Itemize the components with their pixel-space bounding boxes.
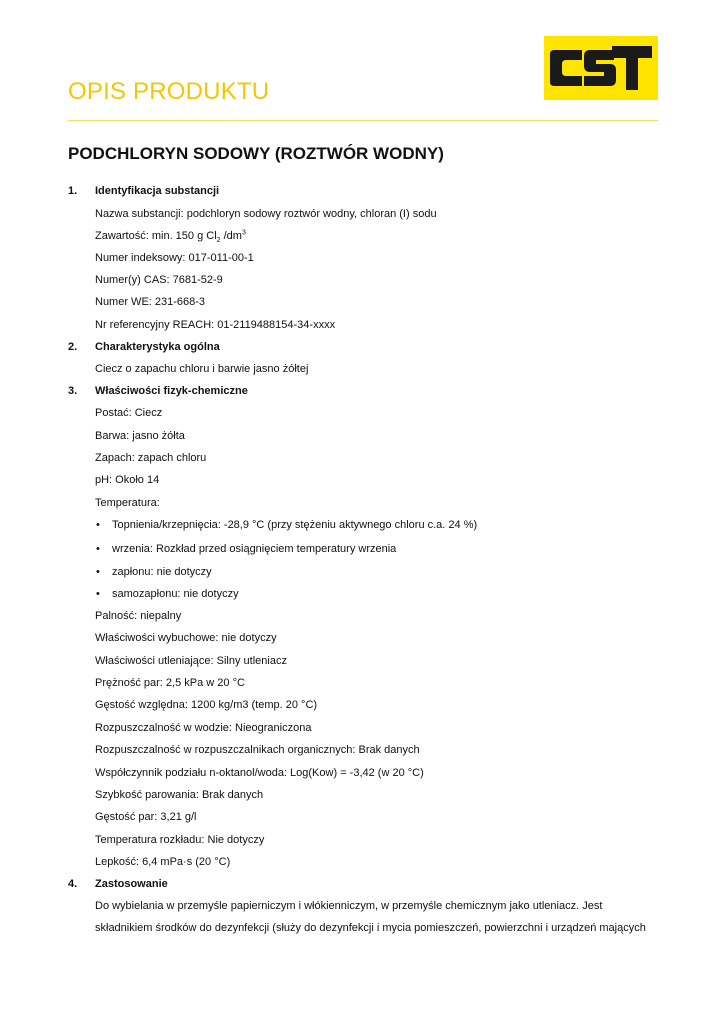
bullet-icon: •	[96, 543, 100, 555]
property-line: Gęstość par: 3,21 g/l	[95, 811, 197, 823]
property-line: Palność: niepalny	[95, 610, 182, 622]
cas-number: Numer(y) CAS: 7681-52-9	[95, 274, 223, 286]
bullet-icon: •	[96, 519, 100, 531]
ec-number: Numer WE: 231-668-3	[95, 296, 206, 308]
index-number: Numer indeksowy: 017-011-00-1	[95, 252, 254, 264]
reach-number: Nr referencyjny REACH: 01-2119488154-34-xxxx	[95, 319, 336, 331]
cst-logo	[544, 36, 658, 100]
property-line: Lepkość: 6,4 mPa·s (20 °C)	[95, 856, 231, 868]
content-line: Zawartość: min. 150 g $Cl_2$ $/dm^3$	[95, 229, 246, 245]
bullet-item: zapłonu: nie dotyczy	[112, 566, 212, 578]
substance-name: Nazwa substancji: podchloryn sodowy roztwór wodny, chloran (I) sodu	[95, 208, 437, 220]
usage-text: Do wybielania w przemyśle papierniczym i włókienniczym, w przemyśle chemicznym jako utleniacz. Jest	[95, 900, 603, 912]
header-divider	[68, 120, 658, 121]
section-number: 1.	[68, 185, 78, 197]
property-line: pH: Około 14	[95, 474, 160, 486]
usage-text: składnikiem środków do dezynfekcji (służy do dezynfekcji i mycia pomieszczeń, powierzchni i urządzeń mających	[95, 922, 646, 934]
property-line: Postać: Ciecz	[95, 407, 163, 419]
property-line: Barwa: jasno żółta	[95, 430, 185, 442]
property-line: Rozpuszczalność w wodzie: Nieograniczona	[95, 722, 312, 734]
document-title: PODCHLORYN SODOWY (ROZTWÓR WODNY)	[68, 144, 444, 163]
section-number: 2.	[68, 341, 78, 353]
section-title: Charakterystyka ogólna	[95, 341, 220, 353]
section-title: Zastosowanie	[95, 878, 168, 890]
property-line: Prężność par: 2,5 kPa w 20 °C	[95, 677, 245, 689]
header-title: OPIS PRODUKTU	[68, 78, 270, 105]
property-line: Rozpuszczalność w rozpuszczalnikach organicznych: Brak danych	[95, 744, 420, 756]
property-line: Gęstość względna: 1200 kg/m3 (temp. 20 °C)	[95, 699, 318, 711]
property-line: Zapach: zapach chloru	[95, 452, 207, 464]
property-line: Właściwości wybuchowe: nie dotyczy	[95, 632, 277, 644]
property-line: Właściwości utleniające: Silny utleniacz	[95, 655, 287, 667]
property-line: Szybkość parowania: Brak danych	[95, 789, 264, 801]
cst-logo-mark	[544, 36, 658, 100]
bullet-item: samozapłonu: nie dotyczy	[112, 588, 239, 600]
property-line: Temperatura:	[95, 497, 160, 509]
bullet-icon: •	[96, 566, 100, 578]
property-line: Współczynnik podziału n-oktanol/woda: Log(Kow) = -3,42 (w 20 °C)	[95, 767, 424, 779]
section-number: 4.	[68, 878, 78, 890]
property-line: Temperatura rozkładu: Nie dotyczy	[95, 834, 265, 846]
bullet-item: Topnienia/krzepnięcia: -28,9 °C (przy stężeniu aktywnego chloru c.a. 24 %)	[112, 519, 478, 531]
section-title: Właściwości fizyk-chemiczne	[95, 385, 248, 397]
section-number: 3.	[68, 385, 78, 397]
bullet-icon: •	[96, 588, 100, 600]
section-title: Identyfikacja substancji	[95, 185, 220, 197]
general-description: Ciecz o zapachu chloru i barwie jasno żółtej	[95, 363, 309, 375]
bullet-item: wrzenia: Rozkład przed osiągnięciem temperatury wrzenia	[112, 543, 397, 555]
